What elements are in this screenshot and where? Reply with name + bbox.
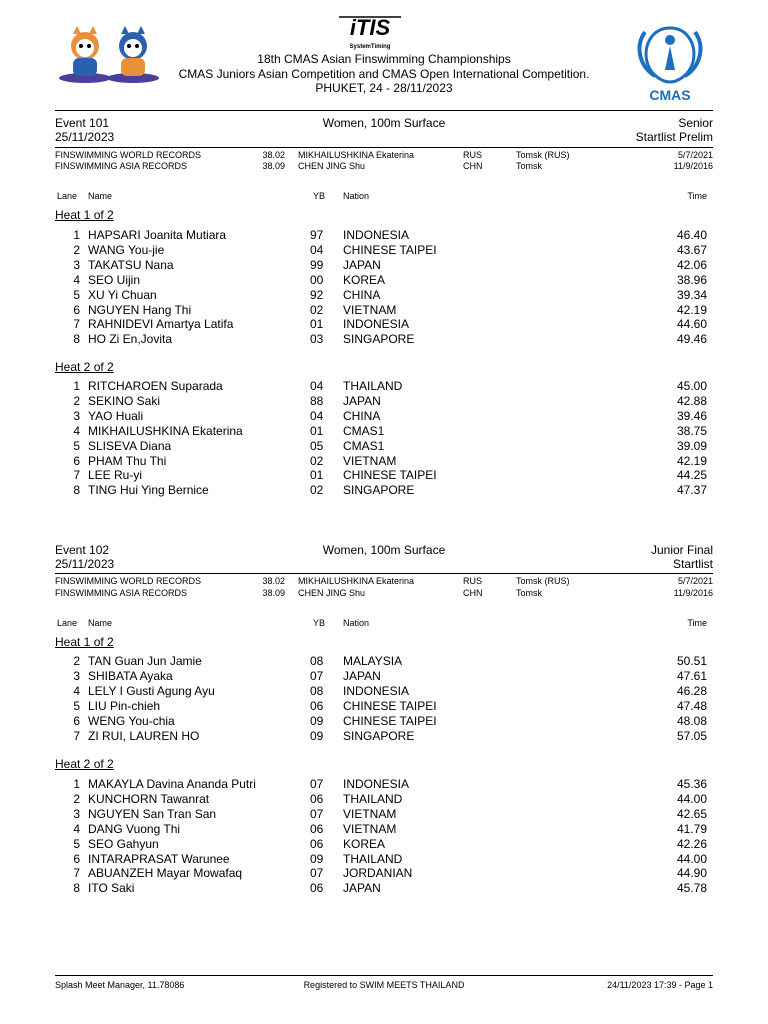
footer-divider [55, 975, 713, 976]
nation-cell: KOREA [343, 272, 386, 287]
time-cell: 50.51 [676, 654, 707, 668]
event-list-type: Startlist [672, 557, 713, 571]
nation-cell: THAILAND [343, 379, 403, 393]
table-row [55, 379, 713, 394]
record-time: 38.09 [262, 161, 285, 171]
yb-cell: 09 [310, 713, 324, 728]
yb-cell: 04 [310, 379, 324, 393]
nation-cell: CHINESE TAIPEI [343, 713, 437, 728]
nation-cell: CMAS1 [343, 438, 385, 453]
lane-cell: 5 [73, 836, 80, 851]
table-row [55, 807, 713, 822]
time-cell: 42.19 [676, 453, 707, 468]
yb-cell: 02 [310, 453, 324, 468]
lane-cell: 8 [73, 881, 80, 896]
time-cell: 42.06 [676, 257, 707, 272]
nation-cell: JORDANIAN [343, 866, 413, 881]
yb-cell: 99 [310, 257, 324, 272]
heat-label: Heat 2 of 2 [55, 360, 114, 374]
yb-cell: 07 [310, 777, 324, 791]
col-time: Time [687, 191, 707, 201]
nation-cell: SINGAPORE [343, 483, 415, 498]
header-divider [55, 110, 713, 111]
nation-cell: INDONESIA [343, 683, 410, 698]
footer-software: Splash Meet Manager, 11.78086 [55, 980, 185, 990]
name-cell: TING Hui Ying Bernice [88, 483, 209, 498]
name-cell: ABUANZEH Mayar Mowafaq [88, 866, 243, 881]
time-cell: 38.96 [676, 272, 707, 287]
record-holder: MIKHAILUSHKINA Ekaterina [298, 576, 415, 586]
table-row [55, 822, 713, 837]
nation-cell: JAPAN [343, 881, 381, 896]
yb-cell: 97 [310, 228, 324, 242]
time-cell: 41.79 [676, 821, 707, 836]
lane-cell: 3 [73, 806, 80, 821]
yb-cell: 92 [310, 287, 324, 302]
record-date: 5/7/2021 [677, 576, 713, 586]
table-row [55, 303, 713, 318]
yb-cell: 02 [310, 483, 324, 498]
name-cell: INTARAPRASAT Warunee [88, 851, 230, 866]
yb-cell: 00 [310, 272, 324, 287]
table-row [55, 273, 713, 288]
time-cell: 39.34 [676, 287, 707, 302]
lane-cell: 1 [73, 228, 80, 242]
name-cell: TAKATSU Nana [88, 257, 174, 272]
time-cell: 45.78 [676, 881, 707, 896]
name-cell: LEE Ru-yi [88, 468, 143, 483]
table-row [55, 714, 713, 729]
event-title: Women, 100m Surface [322, 543, 446, 557]
time-cell: 39.46 [676, 408, 707, 423]
nation-cell: CMAS1 [343, 423, 385, 438]
name-cell: HO Zi En,Jovita [88, 332, 173, 347]
name-cell: NGUYEN Hang Thi [88, 302, 192, 317]
table-row [55, 866, 713, 881]
yb-cell: 88 [310, 393, 324, 408]
lane-cell: 4 [73, 821, 80, 836]
table-row [55, 243, 713, 258]
heat-label: Heat 1 of 2 [55, 635, 114, 649]
records-divider [55, 573, 713, 574]
footer-registration: Registered to SWIM MEETS THAILAND [303, 980, 465, 990]
event-category: Junior Final [650, 543, 713, 557]
lane-cell: 6 [73, 302, 80, 317]
lane-cell: 6 [73, 713, 80, 728]
yb-cell: 06 [310, 836, 324, 851]
lane-cell: 7 [73, 317, 80, 332]
time-cell: 49.46 [676, 332, 707, 347]
time-cell: 43.67 [676, 242, 707, 257]
heat-label: Heat 1 of 2 [55, 208, 114, 222]
time-cell: 42.19 [676, 302, 707, 317]
time-cell: 47.61 [676, 668, 707, 683]
table-row [55, 468, 713, 483]
record-label: FINSWIMMING ASIA RECORDS [55, 588, 188, 598]
yb-cell: 07 [310, 668, 324, 683]
table-row [55, 654, 713, 669]
event-title: Women, 100m Surface [322, 116, 446, 130]
footer-page-info: 24/11/2023 17:39 - Page 1 [607, 980, 713, 990]
yb-cell: 09 [310, 728, 324, 743]
nation-cell: VIETNAM [343, 821, 397, 836]
yb-cell: 01 [310, 468, 324, 483]
record-holder: CHEN JING Shu [298, 161, 366, 171]
nation-cell: VIETNAM [343, 453, 397, 468]
table-row [55, 777, 713, 792]
time-cell: 47.48 [676, 698, 707, 713]
name-cell: DANG Vuong Thi [88, 821, 181, 836]
lane-cell: 3 [73, 668, 80, 683]
time-cell: 45.36 [676, 777, 707, 791]
time-cell: 44.00 [676, 791, 707, 806]
name-cell: WANG You-jie [88, 242, 165, 257]
yb-cell: 07 [310, 806, 324, 821]
time-cell: 44.00 [676, 851, 707, 866]
nation-cell: JAPAN [343, 257, 381, 272]
col-lane: Lane [57, 618, 78, 628]
yb-cell: 07 [310, 866, 324, 881]
lane-cell: 3 [73, 408, 80, 423]
nation-cell: THAILAND [343, 851, 403, 866]
nation-cell: THAILAND [343, 791, 403, 806]
lane-cell: 6 [73, 851, 80, 866]
nation-cell: VIETNAM [343, 302, 397, 317]
yb-cell: 05 [310, 438, 324, 453]
name-cell: RITCHAROEN Suparada [88, 379, 223, 393]
record-place: Tomsk [516, 588, 543, 598]
records-divider [55, 147, 713, 148]
time-cell: 42.26 [676, 836, 707, 851]
name-cell: ZI RUI, LAUREN HO [88, 728, 200, 743]
event-number: Event 101 [55, 116, 110, 130]
table-row [55, 258, 713, 273]
lane-cell: 7 [73, 866, 80, 881]
record-time: 38.02 [262, 576, 285, 586]
event-number: Event 102 [55, 543, 110, 557]
record-place: Tomsk (RUS) [516, 576, 570, 586]
lane-cell: 1 [73, 777, 80, 791]
time-cell: 38.75 [676, 423, 707, 438]
event-category: Senior [678, 116, 713, 130]
nation-cell: INDONESIA [343, 228, 410, 242]
table-row [55, 317, 713, 332]
col-name: Name [88, 618, 113, 628]
nation-cell: INDONESIA [343, 777, 410, 791]
name-cell: HAPSARI Joanita Mutiara [88, 228, 227, 242]
table-row [55, 409, 713, 424]
lane-cell: 2 [73, 242, 80, 257]
record-label: FINSWIMMING WORLD RECORDS [55, 576, 201, 586]
name-cell: ITO Saki [88, 881, 135, 896]
time-cell: 45.00 [676, 379, 707, 393]
time-cell: 44.90 [676, 866, 707, 881]
table-row [55, 288, 713, 303]
time-cell: 46.40 [676, 228, 707, 242]
record-label: FINSWIMMING ASIA RECORDS [55, 161, 188, 171]
record-date: 5/7/2021 [677, 150, 713, 160]
venue-dates: PHUKET, 24 - 28/11/2023 [315, 81, 453, 95]
col-yb: YB [313, 191, 326, 201]
record-code: RUS [463, 576, 483, 586]
record-code: CHN [463, 161, 483, 171]
lane-cell: 2 [73, 791, 80, 806]
yb-cell: 01 [310, 423, 324, 438]
table-row [55, 881, 713, 896]
yb-cell: 09 [310, 851, 324, 866]
nation-cell: CHINESE TAIPEI [343, 468, 437, 483]
lane-cell: 5 [73, 287, 80, 302]
record-time: 38.09 [262, 588, 285, 598]
record-time: 38.02 [262, 150, 285, 160]
name-cell: WENG You-chia [88, 713, 175, 728]
name-cell: NGUYEN San Tran San [88, 806, 217, 821]
nation-cell: KOREA [343, 836, 386, 851]
name-cell: RAHNIDEVI Amartya Latifa [88, 317, 234, 332]
name-cell: TAN Guan Jun Jamie [88, 654, 202, 668]
name-cell: MIKHAILUSHKINA Ekaterina [88, 423, 243, 438]
name-cell: YAO Huali [88, 408, 144, 423]
record-place: Tomsk (RUS) [516, 150, 570, 160]
lane-cell: 5 [73, 698, 80, 713]
time-cell: 47.37 [676, 483, 707, 498]
timing-brand: SystemTiming [349, 44, 391, 50]
name-cell: SEO Uijin [88, 272, 141, 287]
record-holder: MIKHAILUSHKINA Ekaterina [298, 150, 415, 160]
name-cell: PHAM Thu Thi [88, 453, 167, 468]
time-cell: 44.25 [676, 468, 707, 483]
nation-cell: MALAYSIA [343, 654, 403, 668]
nation-cell: SINGAPORE [343, 332, 415, 347]
yb-cell: 08 [310, 683, 324, 698]
record-place: Tomsk [516, 161, 543, 171]
yb-cell: 06 [310, 881, 324, 896]
record-code: RUS [463, 150, 483, 160]
name-cell: XU Yi Chuan [88, 287, 157, 302]
time-cell: 42.65 [676, 806, 707, 821]
table-row [55, 852, 713, 867]
table-row [55, 792, 713, 807]
competition-subtitle: CMAS Juniors Asian Competition and CMAS Open International Competition. [178, 67, 590, 81]
col-time: Time [687, 618, 707, 628]
table-row [55, 394, 713, 409]
record-holder: CHEN JING Shu [298, 588, 366, 598]
name-cell: SEO Gahyun [88, 836, 159, 851]
time-cell: 39.09 [676, 438, 707, 453]
lane-cell: 8 [73, 483, 80, 498]
nation-cell: VIETNAM [343, 806, 397, 821]
lane-cell: 5 [73, 438, 80, 453]
table-row [55, 684, 713, 699]
col-yb: YB [313, 618, 326, 628]
lane-cell: 7 [73, 468, 80, 483]
col-nation: Nation [343, 191, 370, 201]
time-cell: 42.88 [676, 393, 707, 408]
col-lane: Lane [57, 191, 78, 201]
name-cell: SEKINO Saki [88, 393, 161, 408]
col-nation: Nation [343, 618, 370, 628]
name-cell: SHIBATA Ayaka [88, 668, 173, 683]
svg-text:iTIS: iTIS [349, 15, 391, 40]
yb-cell: 04 [310, 242, 324, 257]
event-list-type: Startlist Prelim [635, 130, 713, 144]
record-date: 11/9/2016 [673, 161, 713, 171]
table-row [55, 439, 713, 454]
yb-cell: 04 [310, 408, 324, 423]
yb-cell: 02 [310, 302, 324, 317]
name-cell: SLISEVA Diana [88, 438, 172, 453]
lane-cell: 4 [73, 272, 80, 287]
lane-cell: 4 [73, 423, 80, 438]
name-cell: KUNCHORN Tawanrat [88, 791, 210, 806]
time-cell: 44.60 [676, 317, 707, 332]
lane-cell: 3 [73, 257, 80, 272]
table-row [55, 669, 713, 684]
nation-cell: CHINA [343, 287, 381, 302]
nation-cell: CHINA [343, 408, 381, 423]
lane-cell: 7 [73, 728, 80, 743]
nation-cell: JAPAN [343, 393, 381, 408]
table-row [55, 837, 713, 852]
lane-cell: 4 [73, 683, 80, 698]
lane-cell: 1 [73, 379, 80, 393]
yb-cell: 06 [310, 821, 324, 836]
record-label: FINSWIMMING WORLD RECORDS [55, 150, 201, 160]
yb-cell: 01 [310, 317, 324, 332]
nation-cell: SINGAPORE [343, 728, 415, 743]
table-row [55, 424, 713, 439]
yb-cell: 06 [310, 698, 324, 713]
cmas-logo-text: CMAS [649, 87, 691, 103]
name-cell: LIU Pin-chieh [88, 698, 161, 713]
record-code: CHN [463, 588, 483, 598]
time-cell: 48.08 [676, 713, 707, 728]
yb-cell: 08 [310, 654, 324, 668]
time-cell: 46.28 [676, 683, 707, 698]
heat-label: Heat 2 of 2 [55, 757, 114, 771]
name-cell: LELY I Gusti Agung Ayu [88, 683, 215, 698]
lane-cell: 8 [73, 332, 80, 347]
name-cell: MAKAYLA Davina Ananda Putri [88, 777, 256, 791]
table-row [55, 699, 713, 714]
nation-cell: CHINESE TAIPEI [343, 242, 437, 257]
table-row [55, 729, 713, 744]
event-date: 25/11/2023 [55, 557, 115, 571]
table-row [55, 454, 713, 469]
timing-logo [335, 8, 405, 50]
lane-cell: 2 [73, 393, 80, 408]
lane-cell: 2 [73, 654, 80, 668]
nation-cell: JAPAN [343, 668, 381, 683]
col-name: Name [88, 191, 113, 201]
yb-cell: 03 [310, 332, 324, 347]
lane-cell: 6 [73, 453, 80, 468]
championship-title: 18th CMAS Asian Finswimming Championships [257, 52, 511, 66]
time-cell: 57.05 [676, 728, 707, 743]
nation-cell: INDONESIA [343, 317, 410, 332]
table-row [55, 228, 713, 243]
yb-cell: 06 [310, 791, 324, 806]
nation-cell: CHINESE TAIPEI [343, 698, 437, 713]
event-date: 25/11/2023 [55, 130, 115, 144]
table-row [55, 332, 713, 347]
record-date: 11/9/2016 [673, 588, 713, 598]
table-row [55, 483, 713, 498]
